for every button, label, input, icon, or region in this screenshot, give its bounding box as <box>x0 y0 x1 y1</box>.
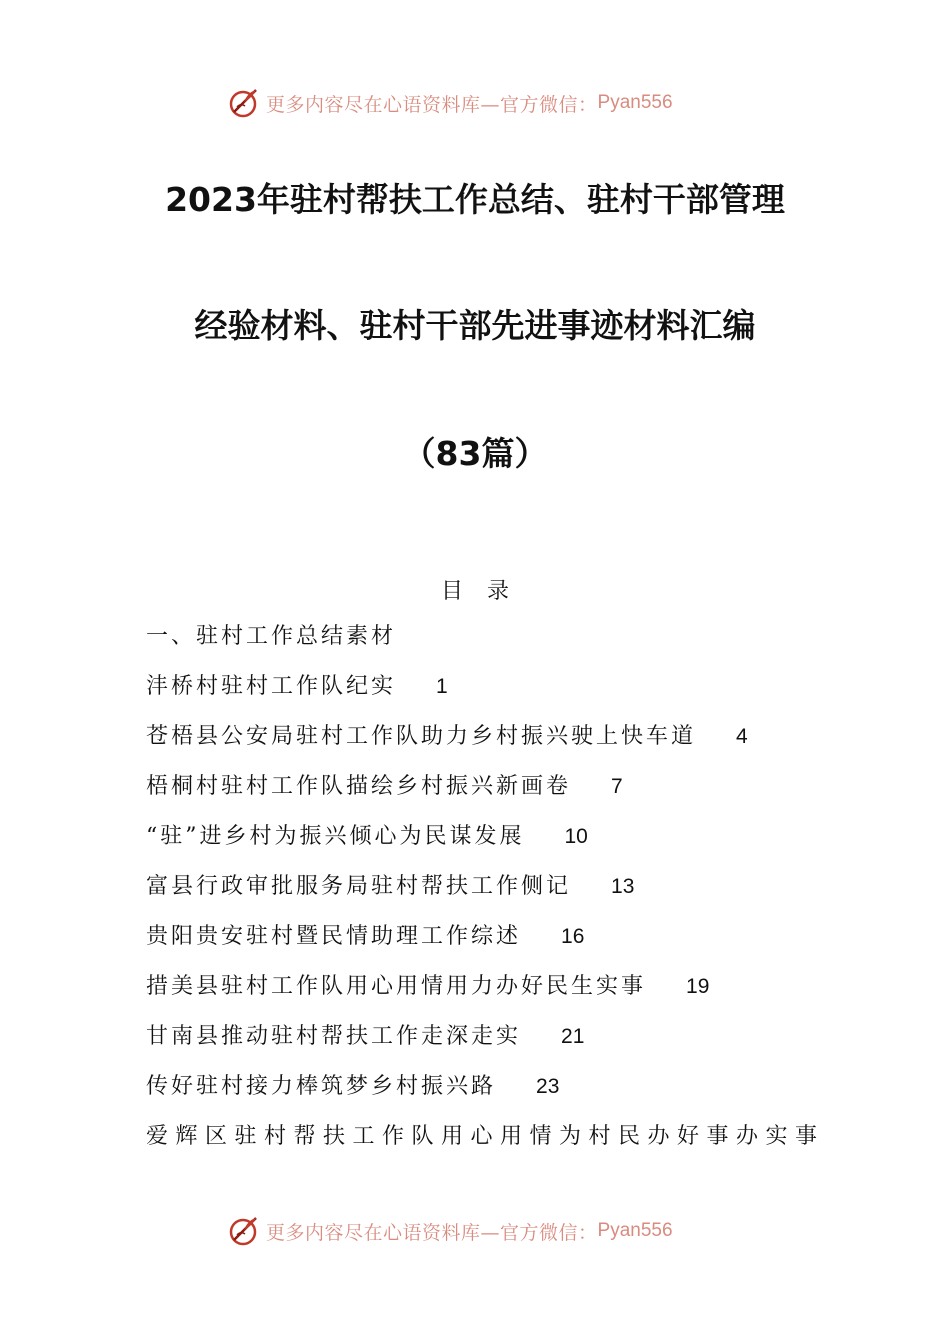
toc-entry-title: 苍梧县公安局驻村工作队助力乡村振兴驶上快车道 <box>146 724 697 749</box>
toc-entry-title: “驻”进乡村为振兴倾心为民谋发展 <box>146 824 525 849</box>
quill-logo-icon <box>228 1214 262 1248</box>
toc-entry[interactable] <box>146 1120 826 1170</box>
toc-entry-title: 沣桥村驻村工作队纪实 <box>146 674 397 699</box>
quill-logo-icon <box>228 86 262 120</box>
toc-entry-title: 措美县驻村工作队用心用情用力办好民生实事 <box>146 974 647 999</box>
toc-entry-title: 爱辉区驻村帮扶工作队用心用情为村民办好事办实事 <box>146 1124 825 1149</box>
table-of-contents <box>146 620 826 1170</box>
document-title-line-2: 经验材料、驻村干部先进事迹材料汇编 <box>194 306 756 345</box>
document-title-count: （83篇） <box>402 434 548 473</box>
toc-entry-page: 13 <box>611 875 635 898</box>
toc-entry-title: 甘南县推动驻村帮扶工作走深走实 <box>146 1024 522 1049</box>
toc-section-heading <box>146 620 826 670</box>
toc-entry-title: 传好驻村接力棒筑梦乡村振兴路 <box>146 1074 497 1099</box>
toc-entry[interactable] <box>146 1020 826 1070</box>
watermark-text: 更多内容尽在心语资料库—官方微信： <box>266 93 598 116</box>
toc-entry[interactable] <box>146 1070 826 1120</box>
toc-entry-page: 19 <box>686 975 710 998</box>
footer-watermark <box>228 1211 673 1251</box>
toc-section-label: 一、驻村工作总结素材 <box>146 624 397 649</box>
watermark-wechat-id: Pyan556 <box>597 1220 673 1241</box>
toc-entry[interactable] <box>146 770 826 820</box>
toc-heading: 目录 <box>440 579 533 604</box>
toc-entry-page: 21 <box>561 1025 585 1048</box>
toc-entry-page: 1 <box>436 675 448 698</box>
watermark-text: 更多内容尽在心语资料库—官方微信： <box>266 1221 598 1244</box>
document-title-line-1: 2023年驻村帮扶工作总结、驻村干部管理 <box>165 180 785 219</box>
toc-entry-title: 贵阳贵安驻村暨民情助理工作综述 <box>146 924 522 949</box>
toc-entry-title: 富县行政审批服务局驻村帮扶工作侧记 <box>146 874 572 899</box>
toc-entry[interactable] <box>146 870 826 920</box>
toc-entry[interactable] <box>146 820 826 870</box>
toc-entry[interactable] <box>146 670 826 720</box>
toc-entry[interactable] <box>146 970 826 1020</box>
toc-entry-title: 梧桐村驻村工作队描绘乡村振兴新画卷 <box>146 774 572 799</box>
toc-entry-page: 7 <box>611 775 623 798</box>
toc-entry-page: 10 <box>564 825 588 848</box>
toc-entry-page: 16 <box>561 925 585 948</box>
toc-entry[interactable] <box>146 920 826 970</box>
toc-entry-page: 23 <box>536 1075 560 1098</box>
toc-entry-page: 4 <box>736 725 748 748</box>
toc-entry[interactable] <box>146 720 826 770</box>
header-watermark <box>228 83 673 123</box>
watermark-wechat-id: Pyan556 <box>597 92 673 113</box>
